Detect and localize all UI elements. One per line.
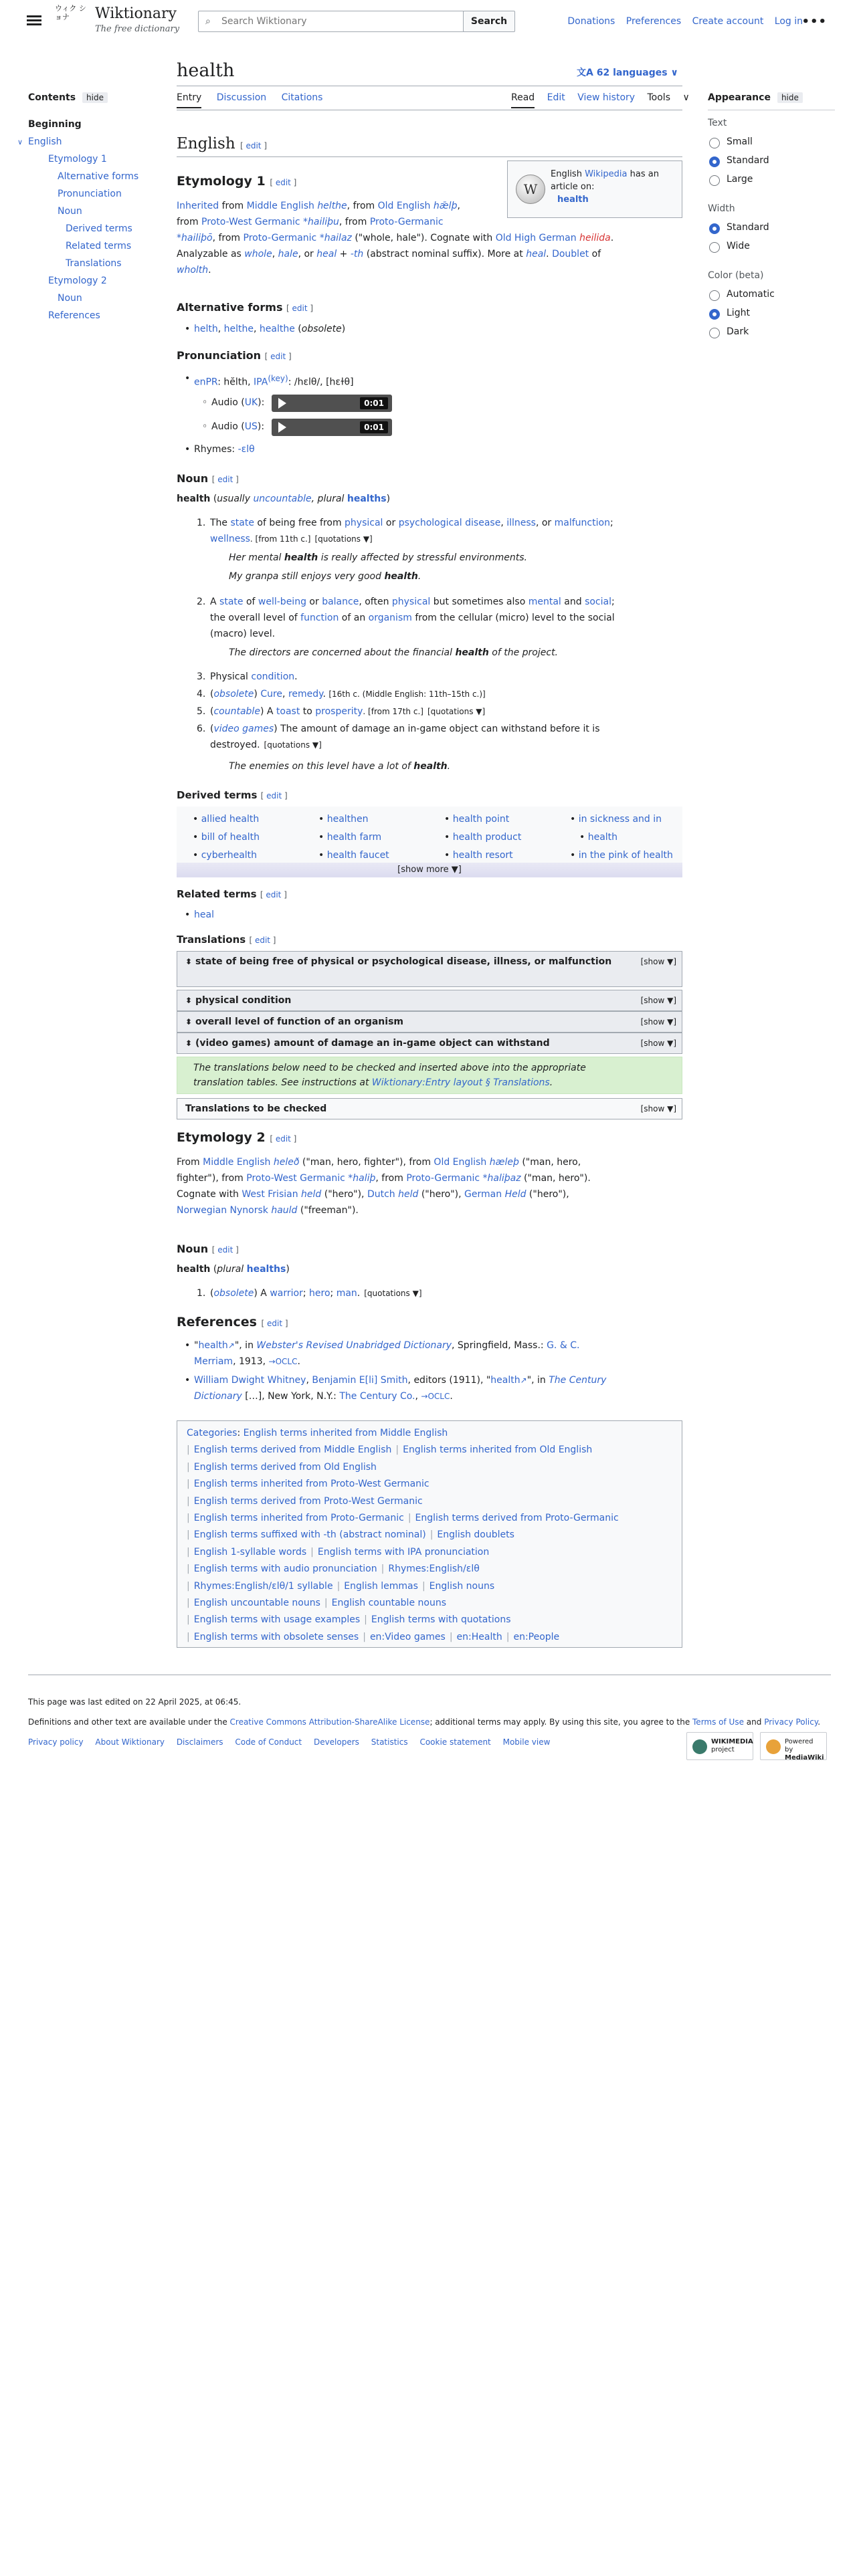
text-size-label: Text [708,118,727,128]
uk-link[interactable]: UK [244,397,258,408]
prosperity-link[interactable]: prosperity [315,706,363,717]
held-german-link[interactable]: Held [504,1189,527,1200]
noun-2-sense-1: 1. (obsolete) A warrior; hero; man. [quotations ▼] [197,1288,422,1299]
hauld-link[interactable]: hauld [271,1205,298,1216]
tab-edit[interactable]: Edit [547,92,565,103]
edit-link[interactable]: edit [217,475,233,484]
translations-note: The translations below need to be checked and inserted above into the appropriate translation tables. See instructions at Wiktionary:Entry layout § Translations. [177,1057,682,1094]
audio-us-label: ◦ Audio (US): [202,421,265,432]
toast-link[interactable]: toast [276,706,300,717]
toc-toggle-icon[interactable]: ∨ [17,138,23,146]
tools-menu[interactable]: Tools ∨ [647,92,690,103]
derived-term-link[interactable]: healthen [326,814,369,825]
alternative-forms-heading: Alternative forms [ edit ] [177,301,314,314]
width-standard-radio[interactable]: Standard [708,222,835,237]
site-header [0,0,859,44]
entry-layout-translations-link[interactable]: Wiktionary:Entry layout § Translations [371,1077,550,1088]
wholth-link[interactable]: wholth [177,265,209,276]
sense-2: 2. A state of well-being or balance, often physical but sometimes also mental and social; the overall level of function of an organism from the cellular (micro) level to the social (macro) level. [197,597,615,639]
footer-privacy-link[interactable]: Privacy policy [28,1737,84,1747]
category-link[interactable]: English terms with IPA pronunciation [317,1546,490,1558]
audio-duration: 0:01 [360,421,388,433]
toc-item-noun-2[interactable]: Noun [58,293,82,304]
category-row: | English terms with usage examples | English terms with quotations [187,1614,511,1626]
text-small-radio[interactable]: Small [708,136,835,151]
noun-heading: Noun [ edit ] [177,472,239,485]
toc-item-references[interactable]: References [48,310,100,321]
audio-duration: 0:01 [360,397,388,409]
derived-term-link[interactable]: in sickness and in [578,814,662,825]
category-row: | English terms derived from Middle English | English terms inherited from Old English [187,1444,593,1456]
derived-term-link[interactable]: health faucet [326,850,389,861]
toc-item-etymology-2[interactable]: Etymology 2 [48,276,107,286]
proto-west-germanic-link[interactable]: Proto-West Germanic [201,217,300,227]
donations-link[interactable]: Donations [567,16,615,27]
sense-1: 1. The state of being free from physical or psychological disease, illness, or malfunction; wellness. [from 11th c.] [quotations ▼] [197,518,613,544]
category-link[interactable]: en:Health [456,1631,502,1642]
footer-code-of-conduct-link[interactable]: Code of Conduct [235,1737,302,1747]
ipa-link[interactable]: IPA [254,377,268,388]
edit-link[interactable]: edit [270,352,286,361]
last-edited: This page was last edited on 22 April 2025, at 06:45. [28,1697,242,1707]
search-icon: ⌕ [205,16,211,27]
related-terms-heading: Related terms [ edit ] [177,888,287,900]
site-title[interactable]: Wiktionary [95,5,177,22]
ipa-key-link[interactable]: (key) [268,374,288,383]
show-button[interactable]: [show ▼] [640,1039,676,1048]
century-co-link[interactable]: The Century Co. [339,1391,415,1402]
held-link[interactable]: held [301,1189,322,1200]
etymology-1-text: Inherited from Middle English helthe, from Old English hǣlþ, from Proto-West Germanic *hailiþu, from Proto-Germanic [177,201,460,227]
page-title: health [177,60,235,81]
sense-2-example: The directors are concerned about the financial health of the project. [229,647,559,658]
edit-link[interactable]: edit [246,141,262,150]
sense-6-example: The enemies on this level have a lot of health. [229,761,451,772]
text-standard-radio[interactable]: Standard [708,155,835,170]
category-link[interactable]: English terms suffixed with -th (abstract nominal) [193,1529,426,1541]
edit-link[interactable]: edit [275,178,291,187]
sense-1-example-2: My granpa still enjoys very good health. [229,571,421,582]
heal-link[interactable]: heal [194,909,214,920]
derived-term-link[interactable]: health [587,832,618,843]
log-in-link[interactable]: Log in [774,16,803,27]
footer-statistics-link[interactable]: Statistics [371,1737,408,1747]
quotations-toggle[interactable]: [quotations ▼] [427,707,486,716]
category-row: | English uncountable nouns | English countable nouns [187,1598,446,1609]
edit-link[interactable]: edit [266,890,282,899]
sense-3: 3. Physical condition. [197,671,298,682]
collapse-toggle-icon: ⬍ [185,996,193,1005]
sense-4: 4. (obsolete) Cure, remedy. [16th c. (Middle English: 11th–15th c.)] [197,689,486,700]
category-link[interactable]: English nouns [429,1580,495,1592]
translation-table-toggle[interactable]: ⬍ (video games) amount of damage an in-game object can withstand [show ▼] [177,1033,682,1054]
category-link[interactable]: English terms derived from Middle English [193,1444,392,1456]
dutch-link[interactable]: Dutch [367,1189,395,1200]
physical-link[interactable]: physical [391,597,431,607]
appearance-title: Appearance hide [708,92,803,103]
category-row: | English terms suffixed with -th (abstract nominal) | English doublets [187,1529,514,1541]
norwegian-nynorsk-link[interactable]: Norwegian Nynorsk [177,1205,268,1216]
haelth-link[interactable]: hǣlþ [433,201,458,211]
category-row: | English terms with obsolete senses | en:Video games | en:Health | en:People [187,1631,560,1642]
middle-english-link[interactable]: Middle English [246,201,314,211]
halith-link[interactable]: *haliþ [348,1173,376,1184]
us-link[interactable]: US [244,421,258,432]
category-link[interactable]: English 1-syllable words [193,1546,307,1558]
show-button[interactable]: [show ▼] [640,1017,676,1027]
terms-of-use-link[interactable]: Terms of Use [692,1717,744,1727]
play-icon[interactable] [278,422,286,433]
inherited-link[interactable]: Inherited [177,201,219,211]
whole-link[interactable]: whole [244,249,272,259]
oclc-link[interactable]: →OCLC [421,1392,450,1401]
century-dictionary-link[interactable]: Dictionary [194,1391,242,1402]
footer-developers-link[interactable]: Developers [313,1737,359,1747]
function-link[interactable]: function [300,613,339,623]
collapse-toggle-icon: ⬍ [185,1039,193,1048]
toc-item-etymology-1[interactable]: Etymology 1 [48,154,107,165]
play-icon[interactable] [278,398,286,409]
category-link[interactable]: English terms inherited from Proto-West Germanic [193,1479,430,1490]
hailaz-link[interactable]: *hailaz [319,233,352,243]
color-dark-radio[interactable]: Dark [708,326,835,341]
hailitho-link[interactable]: *hailiþō [177,233,213,243]
namespace-tabs [177,92,335,103]
heleth-link[interactable]: heleð [273,1157,300,1168]
hailithu-link[interactable]: *hailiþu [303,217,339,227]
category-link[interactable]: English terms derived from Proto-Germanic [415,1513,619,1524]
old-english-link[interactable]: Old English [377,201,431,211]
plural-healths-link[interactable]: healths [347,494,387,504]
show-more-button[interactable]: [show more ▼] [177,863,682,877]
edit-link[interactable]: edit [266,791,282,800]
show-button[interactable]: [show ▼] [640,957,676,966]
footer-links [28,1737,559,1747]
footer-mobile-view-link[interactable]: Mobile view [502,1737,551,1747]
edit-link[interactable]: edit [267,1319,283,1328]
collapse-toggle-icon: ⬍ [185,1017,193,1027]
footer-about-link[interactable]: About Wiktionary [95,1737,165,1747]
man-link[interactable]: man [336,1288,357,1299]
english-heading: English [ edit ] [177,135,268,152]
rhymes-link[interactable]: -ɛlθ [237,444,255,455]
category-row: | English terms inherited from Proto-West Germanic [187,1479,430,1490]
toc-title: Contents hide [28,92,108,103]
toc-item-related-terms[interactable]: Related terms [66,241,132,251]
category-link[interactable]: English terms inherited from Middle English [243,1428,448,1438]
reference-2: • William Dwight Whitney, Benjamin E[li] Smith, editors (1911), "health↗", in The Century Dictionary […], New York, N.Y.: The Century Co., →OCLC. [194,1372,682,1404]
view-tabs [511,92,699,103]
toc-item-pronunciation[interactable]: Pronunciation [58,189,122,199]
wikipedia-globe-icon: W [516,175,545,204]
social-link[interactable]: social [585,597,611,607]
video-games-link[interactable]: video games [213,724,274,734]
category-link[interactable]: English terms with usage examples [193,1614,361,1626]
noun-2-heading: Noun [ edit ] [177,1243,239,1255]
category-link[interactable]: English lemmas [344,1580,418,1592]
license-link[interactable]: Creative Commons Attribution-ShareAlike License [229,1717,430,1727]
balance-link[interactable]: balance [322,597,359,607]
mediawiki-badge[interactable]: Powered by MediaWiki [760,1732,827,1760]
haeleth-link[interactable]: hæleþ [489,1157,519,1168]
color-light-radio[interactable]: Light [708,308,835,322]
category-link[interactable]: English terms with obsolete senses [193,1631,359,1642]
heal-link[interactable]: heal [526,249,547,259]
proto-germanic-link[interactable]: Proto-Germanic [406,1173,480,1184]
psychological-disease-link[interactable]: psychological disease [398,518,501,528]
category-row: | English 1-syllable words | English terms with IPA pronunciation [187,1546,490,1558]
site-subtitle: The free dictionary [95,24,180,34]
proto-germanic-link[interactable]: Proto-Germanic [369,217,444,227]
audio-player-uk[interactable] [272,395,392,412]
category-row: | English terms with audio pronunciation | Rhymes:English/ɛlθ [187,1564,480,1575]
category-link[interactable]: English terms inherited from Proto-Germanic [193,1513,404,1524]
tab-citations[interactable]: Citations [281,92,323,103]
whitney-link[interactable]: William Dwight Whitney [194,1375,306,1386]
derived-term-link[interactable]: in the pink of health [578,850,673,861]
health-external-link[interactable]: health [490,1375,520,1386]
proto-germanic-link[interactable]: Proto-Germanic [243,233,317,243]
uncountable-link[interactable]: uncountable [253,494,312,504]
search-box [198,11,464,32]
th-suffix-link[interactable]: -th [350,249,364,259]
old-high-german-link[interactable]: Old High German [495,233,577,243]
audio-player-us[interactable] [272,419,392,436]
cure-link[interactable]: Cure [260,689,283,700]
category-row: | Rhymes:English/ɛlθ/1 syllable | English lemmas | English nouns [187,1580,495,1592]
create-account-link[interactable]: Create account [692,16,764,27]
websters-link[interactable]: Webster's Revised Unabridged Dictionary [256,1340,452,1351]
rhymes-line: • Rhymes: -ɛlθ [194,441,255,457]
helth-link[interactable]: helth [194,324,218,334]
wikipedia-article-link[interactable]: health [557,195,589,205]
related-terms-list [194,907,214,923]
state-link[interactable]: state [230,518,254,528]
middle-english-link[interactable]: Middle English [203,1157,271,1168]
edit-link[interactable]: edit [275,1134,291,1144]
derived-term-link[interactable]: allied health [201,814,260,825]
categories-label-link[interactable]: Categories [187,1428,237,1438]
show-button[interactable]: [show ▼] [640,1104,676,1113]
category-row: | English terms inherited from Proto-Germanic | English terms derived from Proto-Germanic [187,1513,619,1524]
heal-link[interactable]: heal [316,249,337,259]
illness-link[interactable]: illness [506,518,536,528]
etymology-1-text-cont: *hailiþō, from Proto-Germanic *hailaz ("whole, hale"). Cognate with Old High German heilida. Analyzable as whole, hale, or heal + -th (abstract nominal suffix). More at heal. Doublet of wholth. [177,233,614,276]
toc-item-beginning[interactable]: Beginning [28,119,82,130]
category-link[interactable]: Rhymes:English/ɛlθ [388,1564,480,1575]
etymology-1-heading: Etymology 1 [ edit ] [177,174,297,189]
license-text: Definitions and other text are available under the Creative Commons Attribution-ShareAlike License; additional terms may apply. By using this site, you agree to the Terms of Use and Privacy Policy. [28,1717,821,1727]
wikimedia-badge[interactable]: WIKIMEDIA project [686,1732,753,1760]
more-options-icon[interactable]: ••• [801,15,827,29]
category-row: | English terms derived from Old English [187,1461,377,1473]
helthe-link[interactable]: helthe [223,324,254,334]
toc-item-translations[interactable]: Translations [66,258,122,269]
search-button[interactable]: Search [463,11,515,32]
noun-headword: health (usually uncountable, plural healths) [177,494,391,504]
physical-link[interactable]: physical [345,518,383,528]
well-being-link[interactable]: well-being [258,597,306,607]
quotations-toggle[interactable]: [quotations ▼] [264,740,322,750]
color-automatic-radio[interactable]: Automatic [708,289,835,304]
countable-link[interactable]: countable [213,706,260,717]
derived-term-link[interactable]: health farm [326,832,382,843]
reference-1: • "health↗", in Webster's Revised Unabridged Dictionary, Springfield, Mass.: G. & C. Merriam, 1913, →OCLC. [194,1337,682,1370]
west-frisian-link[interactable]: West Frisian [242,1189,298,1200]
health-external-link[interactable]: health [198,1340,228,1351]
remedy-link[interactable]: remedy [288,689,323,700]
derived-terms-heading: Derived terms [ edit ] [177,789,288,801]
personal-tools [559,16,803,27]
categories-box [177,1420,682,1648]
etymology-2-text: From Middle English heleð ("man, hero, fighter"), from Old English hæleþ ("man, hero, fighter"), from Proto-West Germanic *haliþ, from Proto-Germanic *haliþaz ("man, hero"). Cognate with West Frisian held ("hero"), Dutch held ("hero"), German Held ("hero"), Norwegian Nynorsk hauld ("freeman"). [177,1157,591,1216]
state-link[interactable]: state [219,597,244,607]
edit-link[interactable]: edit [292,304,308,313]
collapse-toggle-icon: ⬍ [185,957,193,966]
preferences-link[interactable]: Preferences [626,16,682,27]
derived-term-link[interactable]: health resort [452,850,513,861]
category-link[interactable]: English terms inherited from Old English [403,1444,593,1456]
category-link[interactable]: en:Video games [369,1631,446,1642]
category-link[interactable]: Rhymes:English/ɛlθ/1 syllable [193,1580,333,1592]
century-dictionary-link[interactable]: The Century [549,1375,607,1386]
quotations-toggle[interactable]: [quotations ▼] [314,534,373,544]
doublet-link[interactable]: Doublet [552,249,589,259]
toc-item-alternative-forms[interactable]: Alternative forms [58,171,139,182]
old-english-link[interactable]: Old English [434,1157,487,1168]
wiktionary-logo[interactable]: ウィク ショナ [55,4,86,21]
smith-link[interactable]: Benjamin E[li] Smith [312,1375,408,1386]
edit-link[interactable]: edit [254,936,270,945]
derived-term-link[interactable]: cyberhealth [201,850,258,861]
mental-link[interactable]: mental [528,597,561,607]
alternative-forms-list: • helth, helthe, healthe (obsolete) [194,321,345,337]
healthe-link[interactable]: healthe [259,324,295,334]
sense-1-example-1: Her mental health is really affected by stressful environments. [229,552,527,563]
category-link[interactable]: English uncountable nouns [193,1598,320,1609]
width-wide-radio[interactable]: Wide [708,241,835,255]
heilida-link[interactable]: heilida [579,233,611,243]
translation-table-toggle[interactable]: ⬍ physical condition [show ▼] [177,990,682,1011]
toc-item-english[interactable]: English [28,136,62,147]
noun-2-headword: health (plural healths) [177,1264,290,1275]
obsolete-link[interactable]: obsolete [213,689,254,700]
translations-to-be-checked-toggle[interactable]: Translations to be checked [show ▼] [177,1098,682,1119]
mediawiki-icon [766,1739,781,1754]
tab-read[interactable]: Read [511,92,535,108]
width-label: Width [708,203,735,214]
tab-view-history[interactable]: View history [577,92,636,103]
hale-link[interactable]: hale [278,249,298,259]
derived-term-link[interactable]: bill of health [201,832,260,843]
edit-link[interactable]: edit [217,1245,233,1255]
show-button[interactable]: [show ▼] [640,996,676,1005]
oclc-link[interactable]: →OCLC [268,1357,298,1366]
wikipedia-link[interactable]: Wikipedia [585,169,628,179]
audio-uk-label: ◦ Audio (UK): [202,397,265,408]
translation-table-toggle[interactable]: ⬍ overall level of function of an organism [show ▼] [177,1011,682,1033]
color-label: Color (beta) [708,270,764,281]
footer-cookie-link[interactable]: Cookie statement [419,1737,491,1747]
organism-link[interactable]: organism [368,613,412,623]
sense-6: 6. (video games) The amount of damage an in-game object can withstand before it is destroyed. [quotations ▼] [197,724,600,750]
category-link[interactable]: English countable nouns [331,1598,446,1609]
category-link[interactable]: English terms with quotations [371,1614,511,1626]
text-large-radio[interactable]: Large [708,174,835,189]
wellness-link[interactable]: wellness [210,534,250,544]
malfunction-link[interactable]: malfunction [554,518,610,528]
category-row: Categories: English terms inherited from Middle English [187,1428,448,1438]
hero-link[interactable]: hero [309,1288,330,1299]
footer-disclaimers-link[interactable]: Disclaimers [176,1737,223,1747]
category-link[interactable]: English terms with audio pronunciation [193,1564,377,1575]
category-link[interactable]: English terms derived from Proto-West Germanic [193,1495,423,1507]
tab-entry[interactable]: Entry [177,92,201,108]
category-link[interactable]: en:People [513,1631,560,1642]
toc-hide-button[interactable]: hide [82,92,108,103]
wikipedia-box: W English Wikipedia has an article on: health [507,160,682,218]
warrior-link[interactable]: warrior [270,1288,303,1299]
tab-discussion[interactable]: Discussion [216,92,267,103]
halithaz-link[interactable]: *haliþaz [482,1173,521,1184]
quotations-toggle[interactable]: [quotations ▼] [364,1289,422,1298]
obsolete-link[interactable]: obsolete [213,1288,254,1299]
merriam-link[interactable]: Merriam [194,1356,233,1367]
main-menu-icon[interactable] [27,13,41,28]
helthe-link[interactable]: helthe [317,201,347,211]
proto-west-germanic-link[interactable]: Proto-West Germanic [246,1173,345,1184]
category-link[interactable]: English doublets [437,1529,514,1541]
category-row: | English terms derived from Proto-West Germanic [187,1495,423,1507]
category-link[interactable]: English terms derived from Old English [193,1461,377,1473]
language-selector[interactable]: 文A 62 languages ∨ [577,68,678,78]
plural-healths-link[interactable]: healths [246,1264,286,1275]
derived-term-link[interactable]: health product [452,832,522,843]
sense-5: 5. (countable) A toast to prosperity. [from 17th c.] [quotations ▼] [197,706,486,717]
references-heading: References [ edit ] [177,1315,288,1329]
search-input[interactable] [220,14,454,29]
condition-link[interactable]: condition [251,671,295,682]
enpr-link[interactable]: enPR [194,377,218,388]
german-link[interactable]: German [464,1189,502,1200]
translations-heading: Translations [ edit ] [177,934,276,946]
privacy-policy-link[interactable]: Privacy Policy [764,1717,818,1727]
appearance-hide-button[interactable]: hide [777,92,803,103]
held-link[interactable]: held [398,1189,419,1200]
toc-item-derived-terms[interactable]: Derived terms [66,223,132,234]
wikimedia-icon [692,1739,707,1754]
etymology-2-heading: Etymology 2 [ edit ] [177,1130,297,1145]
derived-term-link[interactable]: health point [452,814,510,825]
translation-table-toggle[interactable]: ⬍ state of being free of physical or psychological disease, illness, or malfunction [show ▼] [177,951,682,987]
pronunciation-heading: Pronunciation [ edit ] [177,349,292,362]
merriam-link[interactable]: G. & C. [547,1340,580,1351]
toc-item-noun[interactable]: Noun [58,206,82,217]
pronunciation-line: • enPR: hĕlth, $IPA^{(key)}$: /hɛlθ/, [hɛɫθ] [194,370,354,391]
translate-icon: 文A [577,68,597,78]
